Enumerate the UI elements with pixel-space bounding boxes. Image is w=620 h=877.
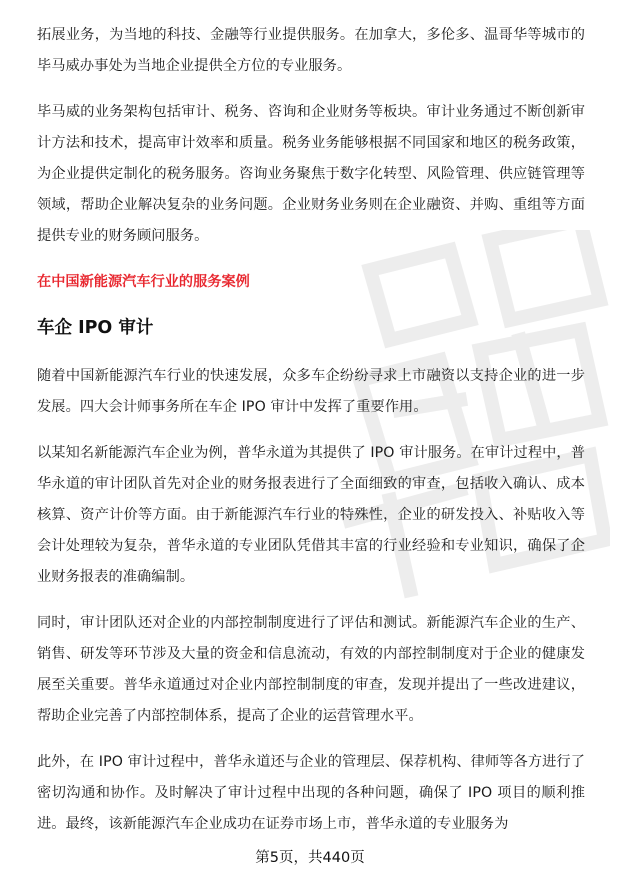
section-title: 在中国新能源汽车行业的服务案例 xyxy=(37,274,250,290)
document-body xyxy=(37,20,585,855)
paragraph-internal-control: 同时，审计团队还对企业的内部控制制度进行了评估和测试。新能源汽车企业的生产、销售、研发等环节涉及大量的资金和信息流动，有效的内部控制制度对于企业的健康发展至关重要。普华永道通过对企业内部控制制度的审查，发现并提出了一些改进建议，帮助企业完善了内部控制体系，提高了企业的运营管理水平。 xyxy=(37,615,585,724)
subsection-title: 车企 IPO 审计 xyxy=(37,318,154,338)
paragraph-collaboration: 此外，在 IPO 审计过程中，普华永道还与企业的管理层、保荐机构、律师等各方进行了密切沟通和协作。及时解决了审计过程中出现的各种问题，确保了 IPO 项目的顺利推进。最终，该新能源汽车企业成功在证券市场上市，普华永道的专业服务为 xyxy=(37,754,585,832)
paragraph-intro-expansion: 拓展业务，为当地的科技、金融等行业提供服务。在加拿大，多伦多、温哥华等城市的毕马威办事处为当地企业提供全方位的专业服务。 xyxy=(37,27,585,74)
page-number: 第5页，共440页 xyxy=(255,850,365,866)
paragraph-business-structure: 毕马威的业务架构包括审计、税务、咨询和企业财务等板块。审计业务通过不断创新审计方法和技术，提高审计效率和质量。税务业务能够根据不同国家和地区的税务政策，为企业提供定制化的税务服务。咨询业务聚焦于数字化转型、风险管理、供应链管理等领域，帮助企业解决复杂的业务问题。企业财务业务则在企业融资、并购、重组等方面提供专业的财务顾问服务。 xyxy=(37,104,585,244)
paragraph-ipo-case: 以某知名新能源汽车企业为例，普华永道为其提供了 IPO 审计服务。在审计过程中，普华永道的审计团队首先对企业的财务报表进行了全面细致的审查，包括收入确认、成本核算、资产计价等方面。由于新能源汽车行业的特殊性，企业的研发投入、补贴收入等会计处理较为复杂，普华永道的专业团队凭借其丰富的行业经验和专业知识，确保了企业财务报表的准确编制。 xyxy=(37,445,585,585)
paragraph-ipo-background: 随着中国新能源汽车行业的快速发展，众多车企纷纷寻求上市融资以支持企业的进一步发展。四大会计师事务所在车企 IPO 审计中发挥了重要作用。 xyxy=(37,368,585,415)
